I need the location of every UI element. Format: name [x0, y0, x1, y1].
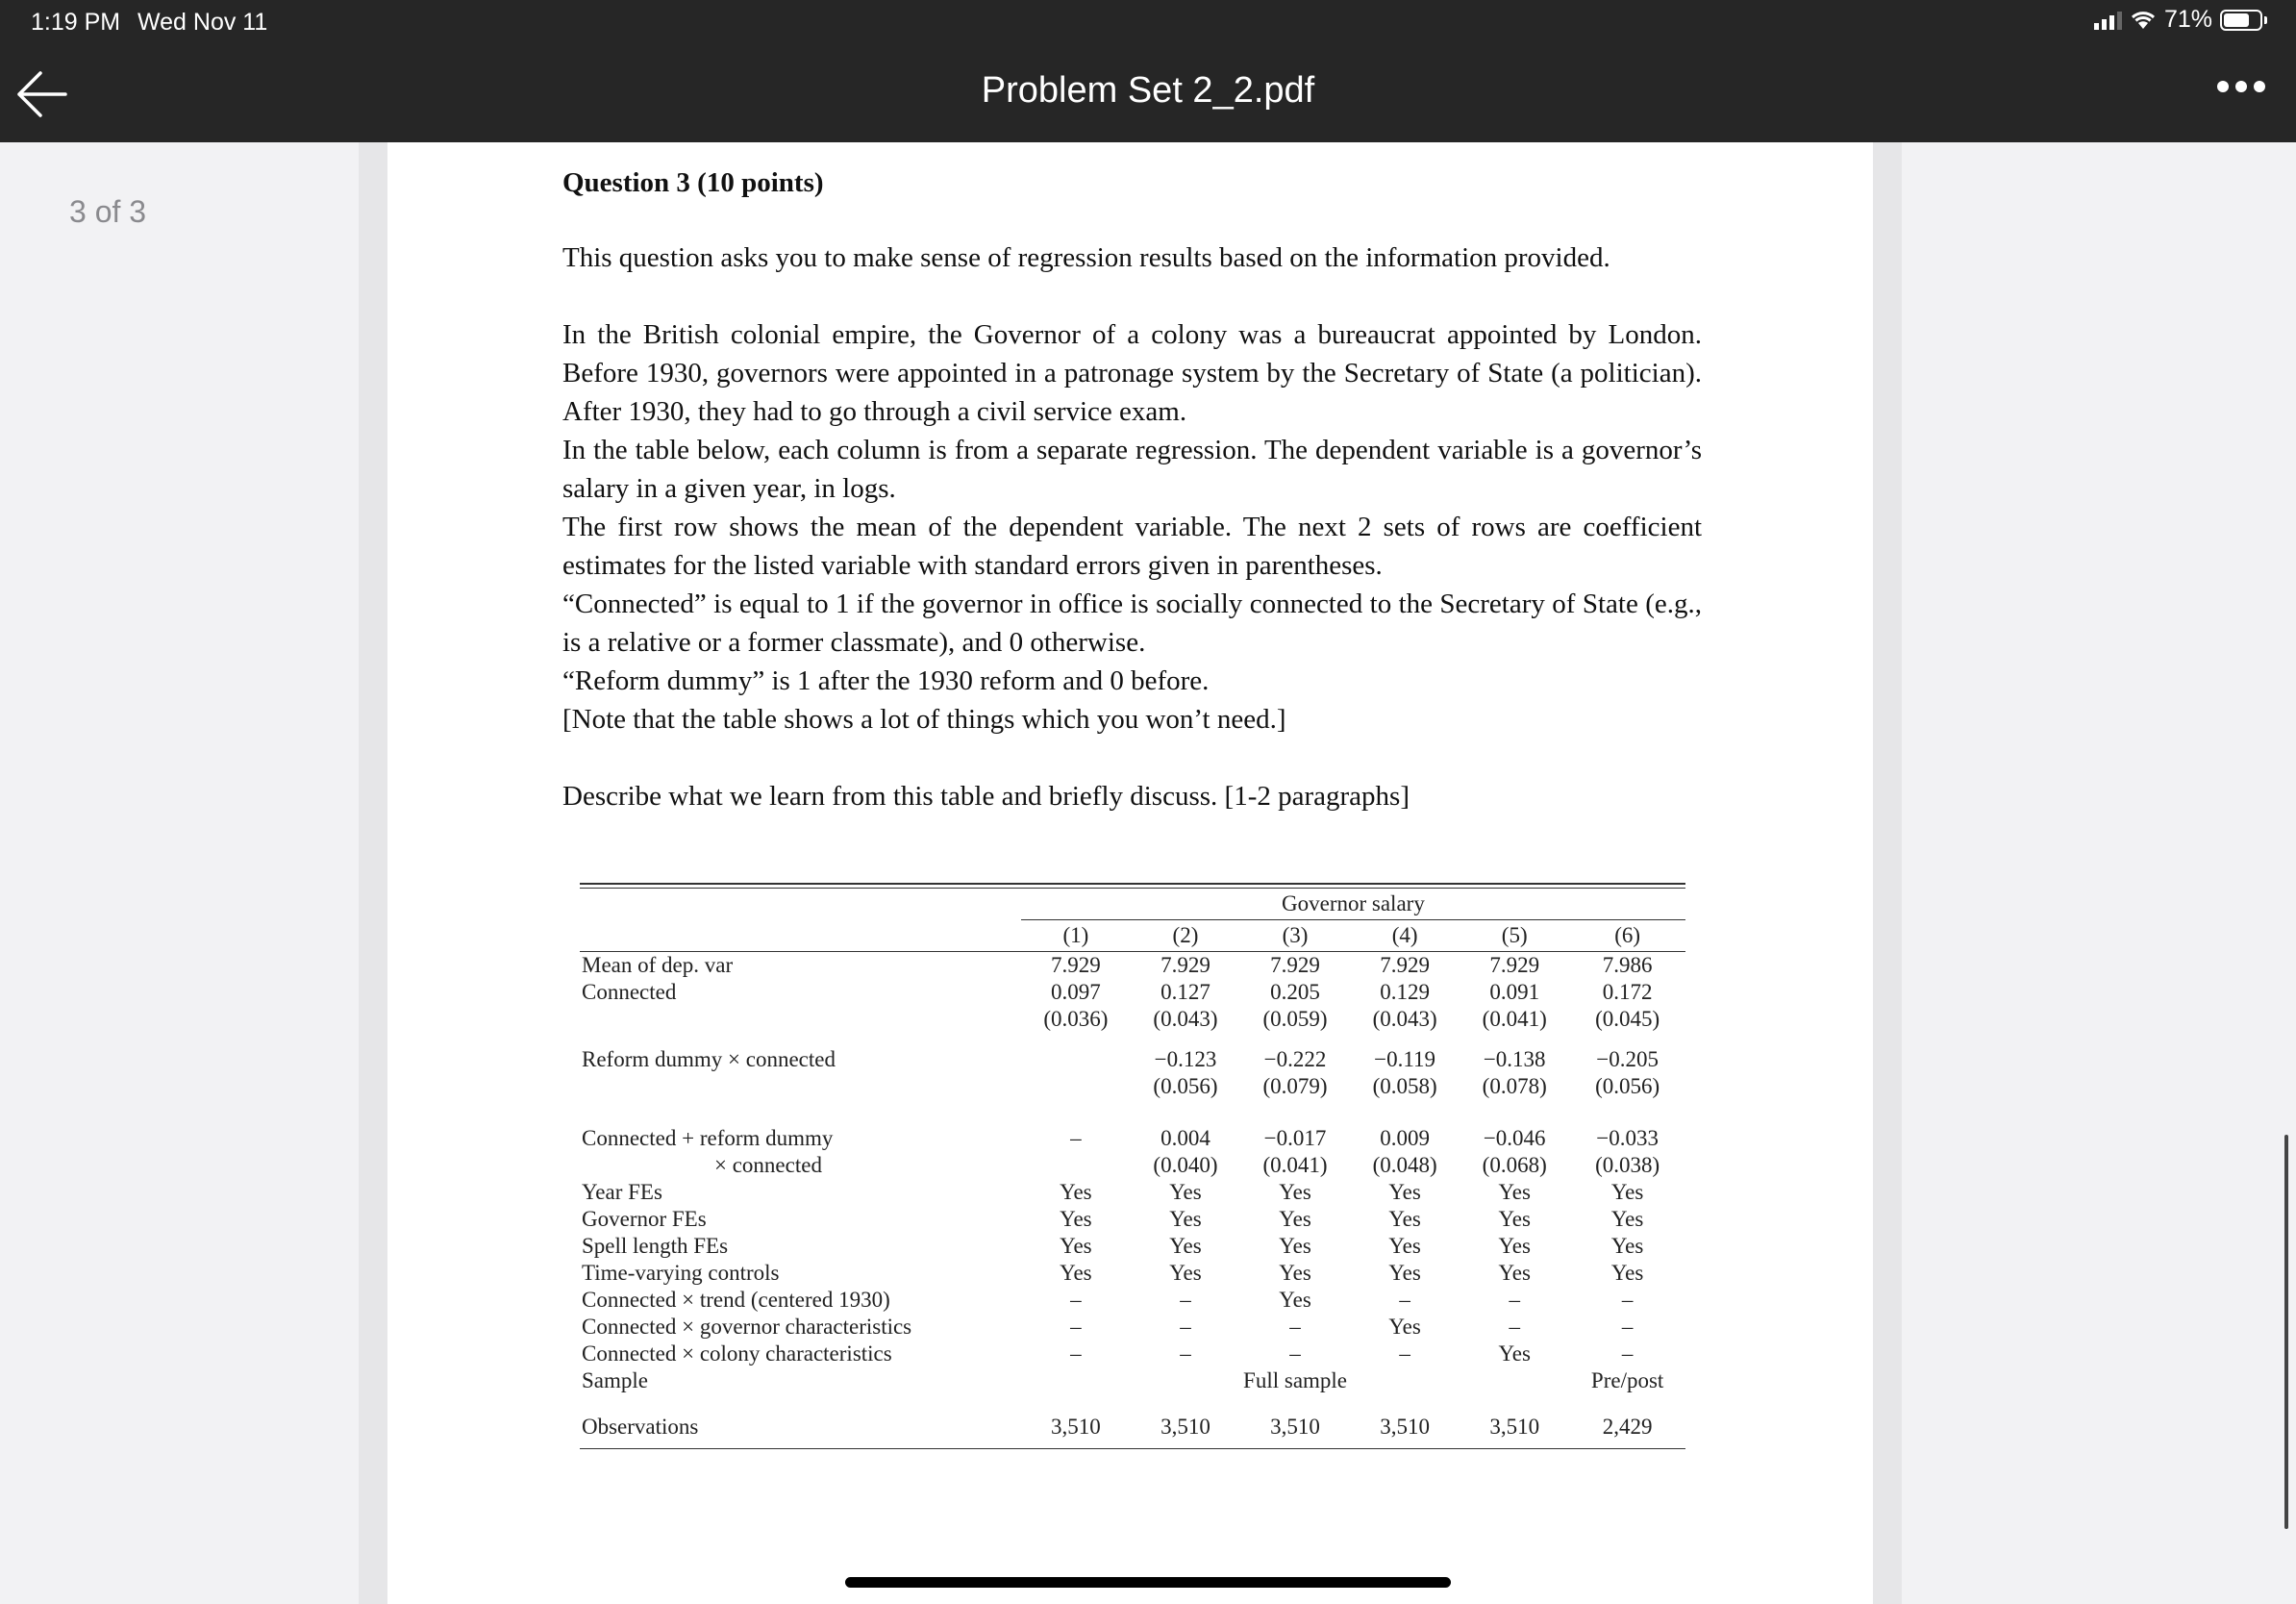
table-cell — [1021, 1152, 1131, 1179]
table-cell: Yes — [1610, 1180, 1644, 1204]
table-cell: Yes — [1279, 1261, 1311, 1285]
table-cell: −0.222 — [1263, 1047, 1327, 1071]
table-row — [580, 952, 1685, 980]
table-header: Governor salary — [1282, 891, 1425, 915]
row-label: Time-varying controls — [582, 1261, 780, 1285]
table-cell: (0.068) — [1482, 1153, 1547, 1177]
table-row — [580, 1367, 1685, 1394]
table-row — [580, 1152, 1685, 1179]
table-cell: −0.017 — [1263, 1126, 1327, 1150]
table-row — [580, 1206, 1685, 1233]
table-cell: −0.205 — [1596, 1047, 1659, 1071]
row-label: Spell length FEs — [582, 1234, 729, 1258]
document-title: Problem Set 2_2.pdf — [981, 70, 1315, 111]
table-cell: – — [1509, 1315, 1520, 1339]
table-cell: −0.046 — [1483, 1126, 1546, 1150]
table-cell: 7.929 — [1160, 953, 1210, 977]
table-cell: (0.056) — [1153, 1074, 1218, 1098]
table-cell — [1021, 1073, 1131, 1100]
table-cell: – — [1621, 1288, 1634, 1312]
table-cell: 0.009 — [1380, 1126, 1430, 1150]
table-row — [580, 979, 1685, 1006]
table-cell: (0.040) — [1153, 1153, 1218, 1177]
table-cell: 2,429 — [1602, 1415, 1653, 1439]
table-cell: – — [1289, 1341, 1301, 1366]
table-row — [580, 1233, 1685, 1260]
row-label: Mean of dep. var — [582, 953, 734, 977]
table-cell: Yes — [1388, 1234, 1421, 1258]
body-paragraph: In the table below, each column is from a separate regression. The dependent variable is a governor’s salary in a given year, in logs. — [562, 435, 1702, 504]
table-cell: – — [1509, 1288, 1520, 1312]
table-cell: Yes — [1279, 1288, 1311, 1312]
row-label: Connected × governor characteristics — [582, 1315, 912, 1339]
table-cell: 7.929 — [1270, 953, 1320, 977]
table-cell: (0.056) — [1595, 1074, 1660, 1098]
table-cell: Yes — [1169, 1180, 1202, 1204]
table-cell: – — [1621, 1315, 1634, 1339]
table-cell: – — [1070, 1288, 1082, 1312]
table-cell: 3,510 — [1489, 1415, 1540, 1439]
table-cell: 0.129 — [1380, 980, 1430, 1004]
table-cell: Yes — [1498, 1341, 1531, 1366]
more-options-icon[interactable] — [2217, 81, 2265, 92]
table-cell: (0.038) — [1595, 1153, 1660, 1177]
row-label: Connected — [582, 980, 677, 1004]
table-cell — [1021, 1367, 1131, 1394]
table-cell: 0.091 — [1489, 980, 1540, 1004]
body-paragraph: [Note that the table shows a lot of things which you won’t need.] — [562, 704, 1286, 735]
table-cell: Full sample — [1243, 1368, 1348, 1392]
table-cell: (0.043) — [1372, 1007, 1437, 1031]
table-cell: Yes — [1498, 1207, 1531, 1231]
pdf-page — [387, 142, 1873, 1604]
table-cell: Yes — [1498, 1234, 1531, 1258]
table-cell: Yes — [1060, 1180, 1092, 1204]
table-cell: Yes — [1279, 1180, 1311, 1204]
table-cell: 0.097 — [1051, 980, 1101, 1004]
row-label: × connected — [714, 1153, 822, 1177]
table-cell — [1460, 1367, 1569, 1394]
table-cell — [1131, 1367, 1240, 1394]
page-indicator: 3 of 3 — [69, 194, 147, 229]
battery-icon — [2220, 10, 2262, 31]
table-cell: 7.929 — [1489, 953, 1540, 977]
body-paragraph: The first row shows the mean of the dependent variable. The next 2 sets of rows are coefficient estimates for the listed variable with standard errors given in parentheses. — [562, 512, 1702, 581]
table-row — [580, 1287, 1685, 1314]
table-cell: 0.205 — [1270, 980, 1320, 1004]
row-label: Connected × trend (centered 1930) — [582, 1288, 890, 1312]
column-numbers-row: (1) (2) (3) (4) (5) (6) — [580, 920, 1685, 952]
table-cell: −0.138 — [1483, 1047, 1546, 1071]
table-cell: Yes — [1060, 1207, 1092, 1231]
table-cell: Yes — [1169, 1261, 1202, 1285]
table-row — [580, 1073, 1685, 1100]
table-cell: – — [1621, 1341, 1634, 1366]
table-cell: – — [1070, 1341, 1082, 1366]
table-cell: – — [1180, 1341, 1191, 1366]
row-label — [580, 1006, 1021, 1033]
table-cell: Yes — [1060, 1234, 1092, 1258]
table-cell — [1350, 1367, 1460, 1394]
scroll-indicator[interactable] — [2284, 1135, 2288, 1529]
table-cell: 0.127 — [1160, 980, 1210, 1004]
cellular-signal-icon — [2094, 11, 2122, 30]
table-cell: −0.123 — [1154, 1047, 1217, 1071]
home-indicator[interactable] — [845, 1577, 1451, 1588]
table-row — [580, 1006, 1685, 1033]
body-paragraph: “Connected” is equal to 1 if the governor in office is socially connected to the Secretary of State (e.g., is a relative or a former classmate), and 0 otherwise. — [562, 589, 1702, 658]
table-cell: Yes — [1279, 1207, 1311, 1231]
table-cell: Yes — [1388, 1180, 1421, 1204]
table-cell: (0.048) — [1372, 1153, 1437, 1177]
table-cell: Yes — [1610, 1207, 1644, 1231]
table-cell: 0.172 — [1602, 980, 1653, 1004]
table-row — [580, 1314, 1685, 1341]
table-cell: Yes — [1169, 1207, 1202, 1231]
table-cell: Yes — [1388, 1261, 1421, 1285]
status-indicators — [2094, 6, 2267, 34]
table-cell: (0.041) — [1262, 1153, 1328, 1177]
table-row — [580, 1260, 1685, 1287]
row-label: Reform dummy × connected — [582, 1047, 836, 1071]
table-cell: 7.929 — [1051, 953, 1101, 977]
table-cell: Yes — [1279, 1234, 1311, 1258]
table-cell: – — [1399, 1341, 1410, 1366]
body-paragraph: “Reform dummy” is 1 after the 1930 reform and 0 before. — [562, 665, 1210, 696]
intro-paragraph: This question asks you to make sense of regression results based on the information provided. — [562, 242, 1610, 273]
table-cell: (0.079) — [1262, 1074, 1328, 1098]
table-cell: 3,510 — [1051, 1415, 1101, 1439]
question-prompt: Describe what we learn from this table and briefly discuss. [1-2 paragraphs] — [562, 781, 1410, 812]
table-cell: Yes — [1060, 1261, 1092, 1285]
document-body — [562, 163, 1702, 815]
table-cell: – — [1070, 1315, 1082, 1339]
table-cell: −0.033 — [1596, 1126, 1659, 1150]
row-label: Year FEs — [582, 1180, 662, 1204]
table-cell: (0.078) — [1482, 1074, 1547, 1098]
table-cell: Yes — [1388, 1207, 1421, 1231]
table-cell: Yes — [1610, 1261, 1644, 1285]
row-label: Connected × colony characteristics — [582, 1341, 892, 1366]
table-row — [580, 1125, 1685, 1152]
table-cell: – — [1289, 1315, 1301, 1339]
table-row — [580, 1046, 1685, 1073]
table-cell: 7.929 — [1380, 953, 1430, 977]
table-cell: Yes — [1610, 1234, 1644, 1258]
table-cell: (0.058) — [1372, 1074, 1437, 1098]
table-cell: 0.004 — [1160, 1126, 1210, 1150]
table-cell: Pre/post — [1590, 1368, 1664, 1392]
nav-bar — [0, 46, 2296, 142]
status-time: 1:19 PM — [31, 9, 121, 36]
row-label: Observations — [582, 1415, 699, 1439]
table-cell: (0.043) — [1153, 1007, 1218, 1031]
table-cell: −0.119 — [1374, 1047, 1436, 1071]
row-label: Sample — [582, 1368, 648, 1392]
table-cell: (0.059) — [1262, 1007, 1328, 1031]
row-label: Governor FEs — [582, 1207, 707, 1231]
table-cell: Yes — [1498, 1180, 1531, 1204]
regression-table — [580, 883, 1685, 1449]
table-cell: 3,510 — [1270, 1415, 1320, 1439]
table-cell: Yes — [1169, 1234, 1202, 1258]
table-cell: – — [1070, 1126, 1082, 1150]
status-date: Wed Nov 11 — [137, 9, 268, 36]
table-cell: – — [1180, 1315, 1191, 1339]
wifi-icon — [2130, 10, 2157, 31]
row-label: Connected + reform dummy — [582, 1126, 834, 1150]
battery-percent: 71% — [2163, 6, 2212, 33]
table-cell: Yes — [1498, 1261, 1531, 1285]
row-label — [580, 1073, 1021, 1100]
table-cell: (0.045) — [1595, 1007, 1660, 1031]
table-cell — [1021, 1046, 1131, 1073]
table-cell: Yes — [1388, 1315, 1421, 1339]
table-cell: 3,510 — [1380, 1415, 1430, 1439]
table-row — [580, 1341, 1685, 1367]
table-row — [580, 1179, 1685, 1206]
table-cell: – — [1399, 1288, 1410, 1312]
table-cell: 7.986 — [1602, 953, 1653, 977]
table-row — [580, 1414, 1685, 1441]
table-cell: (0.041) — [1482, 1007, 1547, 1031]
question-heading: Question 3 (10 points) — [562, 167, 824, 198]
body-paragraph: In the British colonial empire, the Governor of a colony was a bureaucrat appointed by London. Before 1930, governors were appointed in a patronage system by the Secretary of State (a politician). After 1930, they had to go through a civil service exam. — [562, 319, 1702, 427]
status-bar — [0, 0, 2296, 46]
table-cell: (0.036) — [1043, 1007, 1109, 1031]
table-cell: 3,510 — [1160, 1415, 1210, 1439]
table-cell: – — [1180, 1288, 1191, 1312]
